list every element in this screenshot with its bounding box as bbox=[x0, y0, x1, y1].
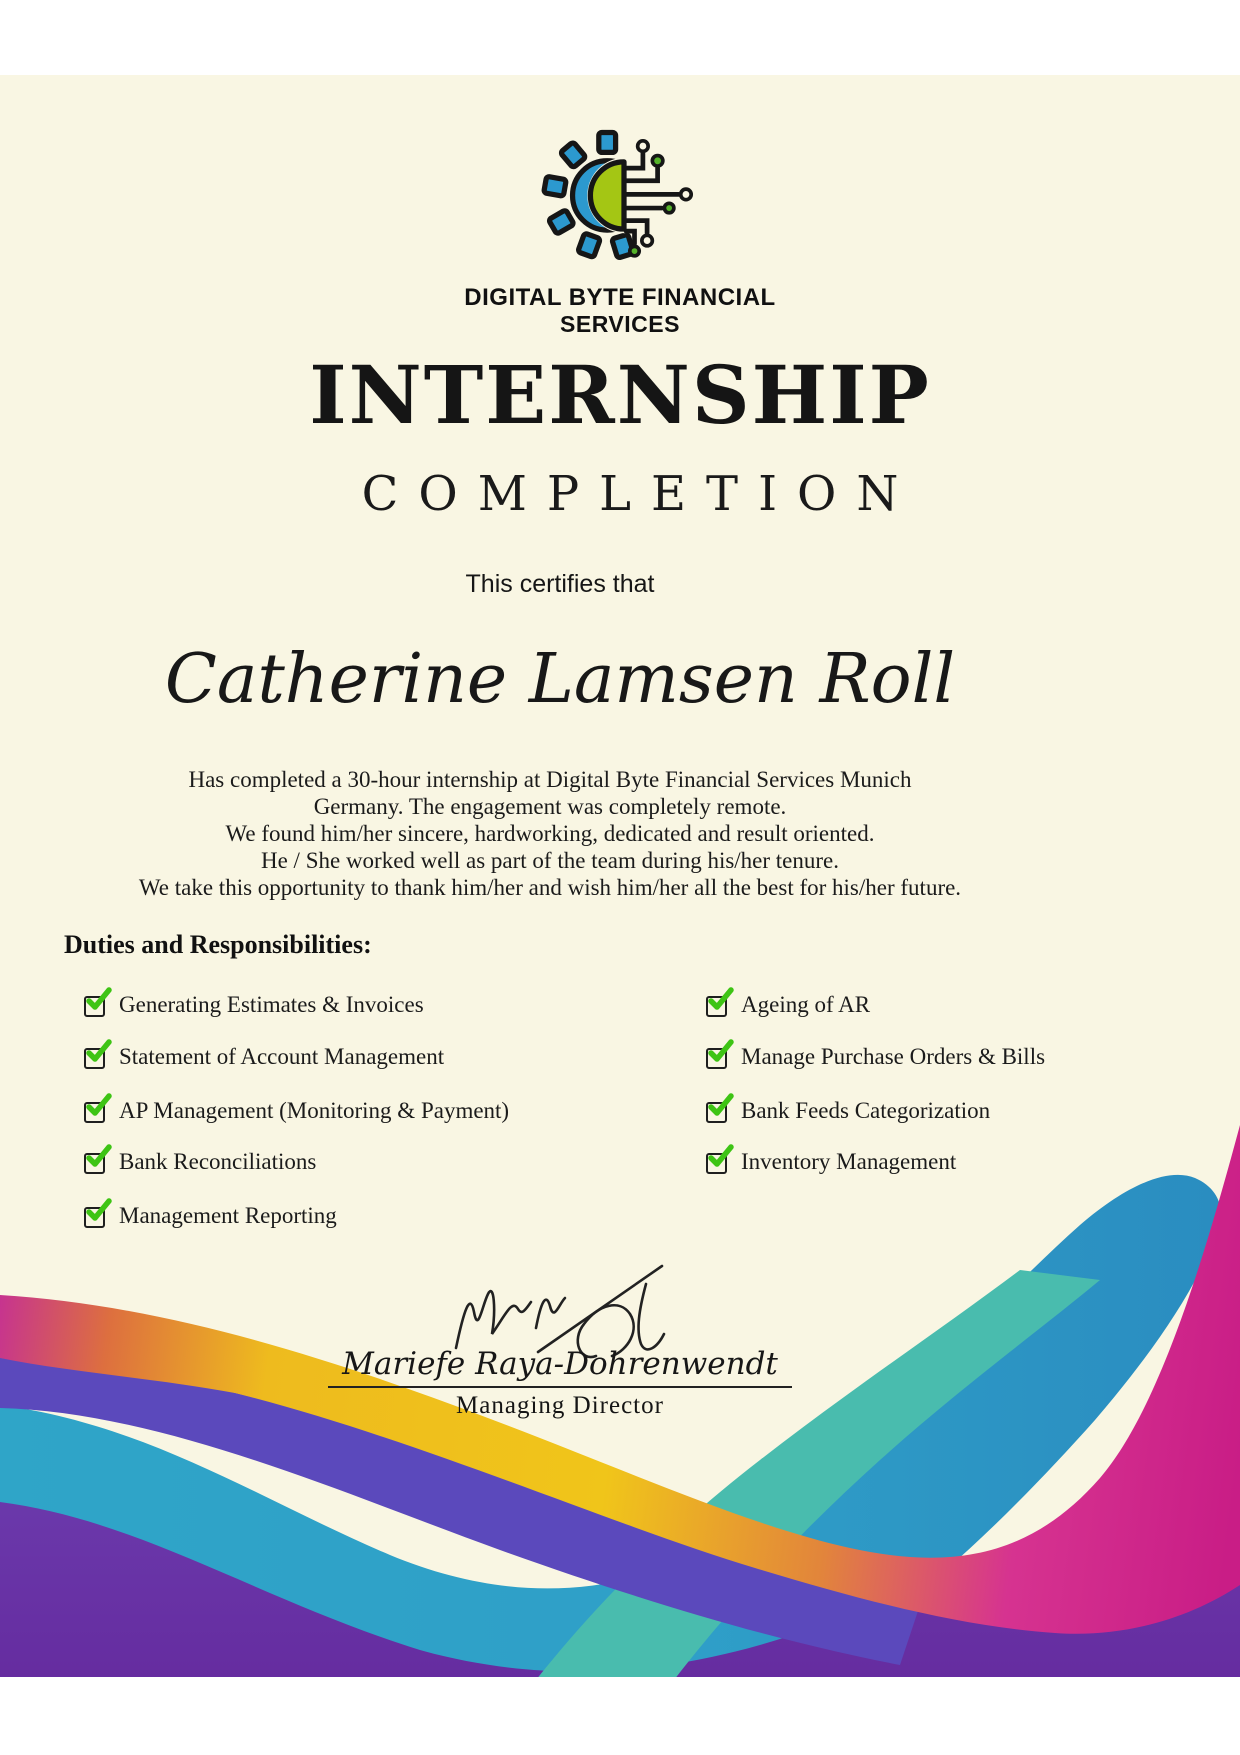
checkbox-checked-icon bbox=[706, 1153, 727, 1174]
checkbox-checked-icon bbox=[706, 1102, 727, 1123]
company-name-line2: SERVICES bbox=[560, 311, 680, 337]
duty-item bbox=[84, 1044, 444, 1070]
signatory-title: Managing Director bbox=[456, 1392, 664, 1419]
certificate-subtitle: COMPLETION bbox=[361, 466, 919, 522]
duty-label: AP Management (Monitoring & Payment) bbox=[119, 1098, 510, 1123]
duty-item bbox=[84, 1098, 509, 1124]
recipient-name: Catherine Lamsen Roll bbox=[164, 640, 956, 719]
duty-item bbox=[706, 992, 870, 1018]
company-name-line1: DIGITAL BYTE FINANCIAL bbox=[464, 284, 776, 311]
duty-item bbox=[706, 1044, 1045, 1070]
duty-item bbox=[706, 1149, 956, 1175]
duty-label: Bank Reconciliations bbox=[119, 1149, 317, 1174]
duty-label: Ageing of AR bbox=[741, 992, 871, 1017]
body-line: We found him/her sincere, hardworking, dedicated and result oriented. bbox=[225, 821, 875, 846]
bottom-white-margin bbox=[0, 1677, 1240, 1755]
certifies-label: This certifies that bbox=[465, 570, 655, 598]
checkbox-checked-icon bbox=[706, 1048, 727, 1069]
duty-item bbox=[706, 1098, 990, 1124]
body-line: We take this opportunity to thank him/her and wish him/her all the best for his/her future. bbox=[138, 875, 962, 900]
body-line: Germany. The engagement was completely remote. bbox=[313, 794, 787, 819]
duties-heading: Duties and Responsibilities: bbox=[64, 930, 372, 959]
checkbox-checked-icon bbox=[84, 1048, 105, 1069]
company-logo-gear-icon bbox=[540, 128, 708, 286]
duty-item bbox=[84, 992, 424, 1018]
duty-label: Inventory Management bbox=[741, 1149, 957, 1174]
duty-label: Generating Estimates & Invoices bbox=[119, 992, 424, 1017]
body-line: He / She worked well as part of the team during his/her tenure. bbox=[260, 848, 840, 873]
certificate-title: INTERNSHIP bbox=[309, 348, 931, 442]
checkbox-checked-icon bbox=[84, 1102, 105, 1123]
duty-label: Statement of Account Management bbox=[119, 1044, 445, 1069]
certificate-body bbox=[0, 766, 1100, 901]
signatory-name: Mariefe Raya-Dohrenwendt bbox=[0, 1346, 1120, 1388]
checkbox-checked-icon bbox=[84, 1207, 105, 1228]
checkbox-checked-icon bbox=[706, 996, 727, 1017]
duty-label: Management Reporting bbox=[119, 1203, 337, 1228]
duty-label: Manage Purchase Orders & Bills bbox=[741, 1044, 1046, 1069]
checkbox-checked-icon bbox=[84, 996, 105, 1017]
checkbox-checked-icon bbox=[84, 1153, 105, 1174]
duty-item bbox=[84, 1149, 316, 1175]
duty-label: Bank Feeds Categorization bbox=[741, 1098, 991, 1123]
duty-item bbox=[84, 1203, 337, 1229]
body-line: Has completed a 30-hour internship at Digital Byte Financial Services Munich bbox=[188, 767, 912, 792]
